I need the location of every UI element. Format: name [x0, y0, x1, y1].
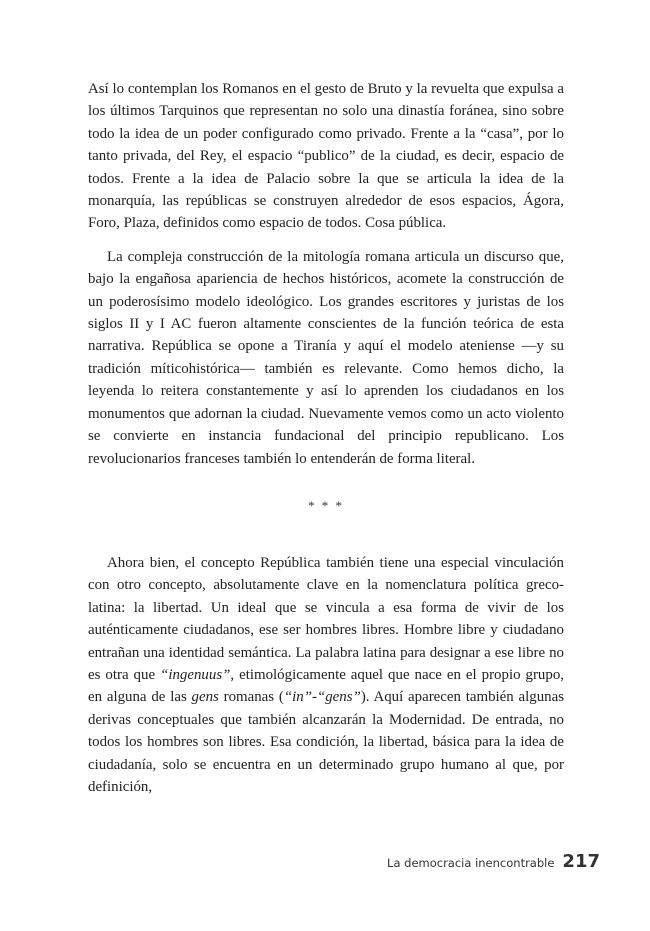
paragraph-3-text: ). Aquí aparecen también algunas derivas conceptuales que también alcanzarán la Modernidad. De entrada, no todos los hombres son libres. Esa condición, la libertad, básica para la idea de ciudadanía, solo se encuentra en un determinado grupo humano al que, por definición,: [88, 689, 564, 795]
paragraph-3: [88, 552, 564, 798]
page-body: [88, 78, 564, 798]
section-separator: * * *: [308, 497, 344, 513]
page-number: 217: [562, 851, 600, 872]
paragraph-1: Así lo contemplan los Romanos en el gesto de Bruto y la revuelta que expulsa a los últimos Tarquinos que representan no solo una dinastía foránea, sino sobre todo la idea de un poder configurado como privado. Frente a la “casa”, por lo tanto privada, del Rey, el espacio “publico” de la ciudad, es decir, espacio de todos. Frente a la idea de Palacio sobre la que se articula la idea de la monarquía, las repúblicas se construyen alrededor de esos espacios, Ágora, Foro, Plaza, definidos como espacio de todos. Cosa pública.: [88, 81, 564, 232]
term-ingenuus: “ingenuus”: [160, 666, 231, 683]
term-gens: gens: [191, 689, 219, 706]
paragraph-2: La compleja construcción de la mitología romana articula un discurso que, bajo la engañosa apariencia de hechos históricos, acomete la construcción de un poderosísimo modelo ideológico. Los grandes escritores y juristas de los siglos II y I AC fueron altamente conscientes de la función teórica de esta narrativa. República se opone a Tiranía y aquí el modelo ateniense —y su tradición míticohistórica— también es relevante. Como hemos dicho, la leyenda lo reitera constantemente y así lo aprenden los ciudadanos en los monumentos que adornan la ciudad. Nuevamente vemos como un acto violento se convierte en instancia fundacional del principio republicano. Los revolucionarios franceses también lo entenderán de forma literal.: [88, 248, 564, 467]
paragraph-3-text: Ahora bien, el concepto República también tiene una especial vinculación con otro concepto, absolutamente clave en la nomenclatura política greco-latina: la libertad. Un ideal que se vincula a esa forma de vivir de los auténticamente ciudadanos, ese ser hombres libres. Hombre libre y ciudadano entrañan una identidad semántica. La palabra latina para designar a ese libre no es otra que: [88, 554, 564, 683]
term-in-gens: “in”-“gens”: [283, 689, 361, 706]
running-title: La democracia inencontrable: [387, 856, 555, 870]
paragraph-3-text: romanas (: [218, 689, 284, 706]
paragraph-3-text: , etimológicamente aquel que nace en el propio grupo, en alguna de las: [88, 666, 564, 706]
page-footer: [387, 851, 600, 872]
